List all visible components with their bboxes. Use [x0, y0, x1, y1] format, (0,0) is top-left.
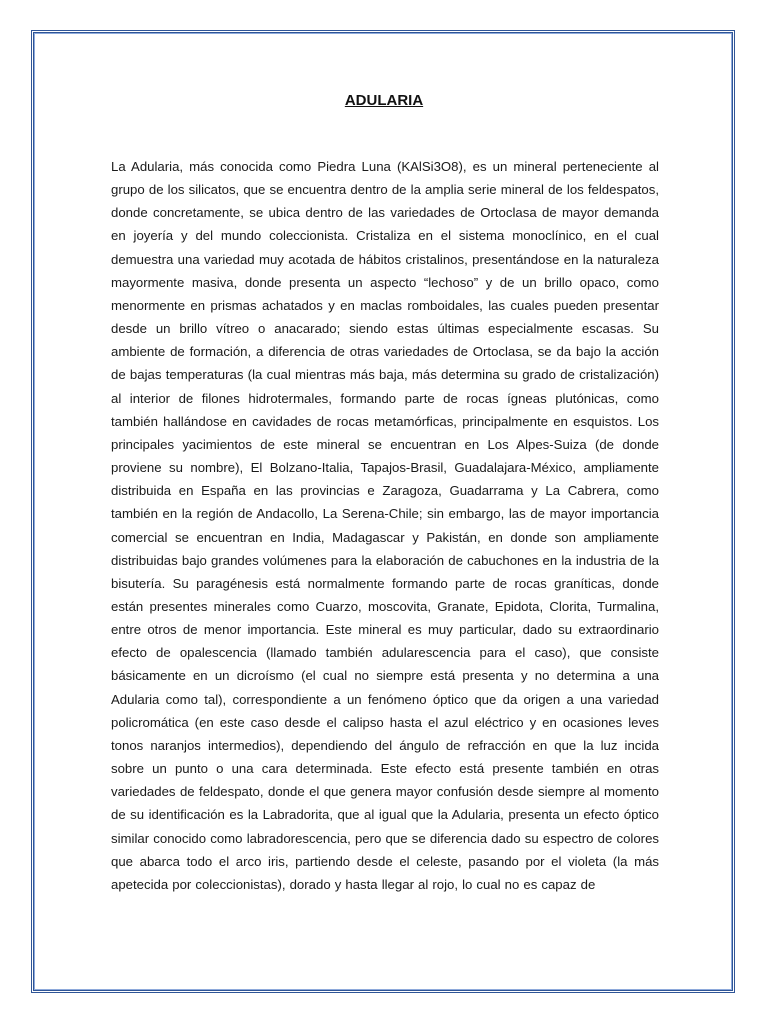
body-paragraph: La Adularia, más conocida como Piedra Luna (KAlSi3O8), es un mineral perteneciente al grupo de los silicatos, que se encuentra dentro de la amplia serie mineral de los feldespatos, donde concretamente, se ubica dentro de las variedades de Ortoclasa de mayor demanda en joyería y del mundo coleccionista. Cristaliza en el sistema monoclínico, en el cual demuestra una variedad muy acotada de hábitos cristalinos, presentándose en la naturaleza mayormente masiva, donde presenta un aspecto “lechoso” y de un brillo opaco, como menormente en prismas achatados y en maclas romboidales, las cuales pueden presentar desde un brillo vítreo o anacarado; siendo estas últimas especialmente escasas. Su ambiente de formación, a diferencia de otras variedades de Ortoclasa, se da bajo la acción de bajas temperaturas (la cual mientras más baja, más determina su grado de cristalización) al interior de filones hidrotermales, formando parte de rocas ígneas plutónicas, como también hallándose en cavidades de rocas metamórficas, principalmente en esquistos. Los principales yacimientos de este mineral se encuentran en Los Alpes-Suiza (de donde proviene su nombre), El Bolzano-Italia, Tapajos-Brasil, Guadalajara-México, ampliamente distribuida en España en las provincias e Zaragoza, Guadarrama y La Cabrera, como también en la región de Andacollo, La Serena-Chile; sin embargo, las de mayor importancia comercial se encuentran en India, Madagascar y Pakistán, en donde son ampliamente distribuidas bajo grandes volúmenes para la elaboración de cabuchones en la industria de la bisutería. Su paragénesis está normalmente formando parte de rocas graníticas, donde están presentes minerales como Cuarzo, moscovita, Granate, Epidota, Clorita, Turmalina, entre otros de menor importancia. Este mineral es muy particular, dado su extraordinario efecto de opalescencia (llamado también adularescencia para el caso), que consiste básicamente en un dicroísmo (el cual no siempre está presenta y no determina a una Adularia como tal), correspondiente a un fenómeno óptico que da origen a una variedad policromática (en este caso desde el calipso hasta el azul eléctrico y en ocasiones leves tonos naranjos intermedios), dependiendo del ángulo de refracción en que la luz incida sobre un punto o una cara determinada. Este efecto está presente también en otras variedades de feldespato, donde el que genera mayor confusión desde siempre al momento de su identificación es la Labradorita, que al igual que la Adularia, presenta un efecto óptico similar conocido como labradorescencia, pero que se diferencia dado su espectro de colores que abarca todo el arco iris, partiendo desde el celeste, pasando por el violeta (la más apetecida por coleccionistas), dorado y hasta llegar al rojo, lo cual no es capaz de — [111, 159, 659, 892]
document-title: ADULARIA — [344, 92, 424, 109]
